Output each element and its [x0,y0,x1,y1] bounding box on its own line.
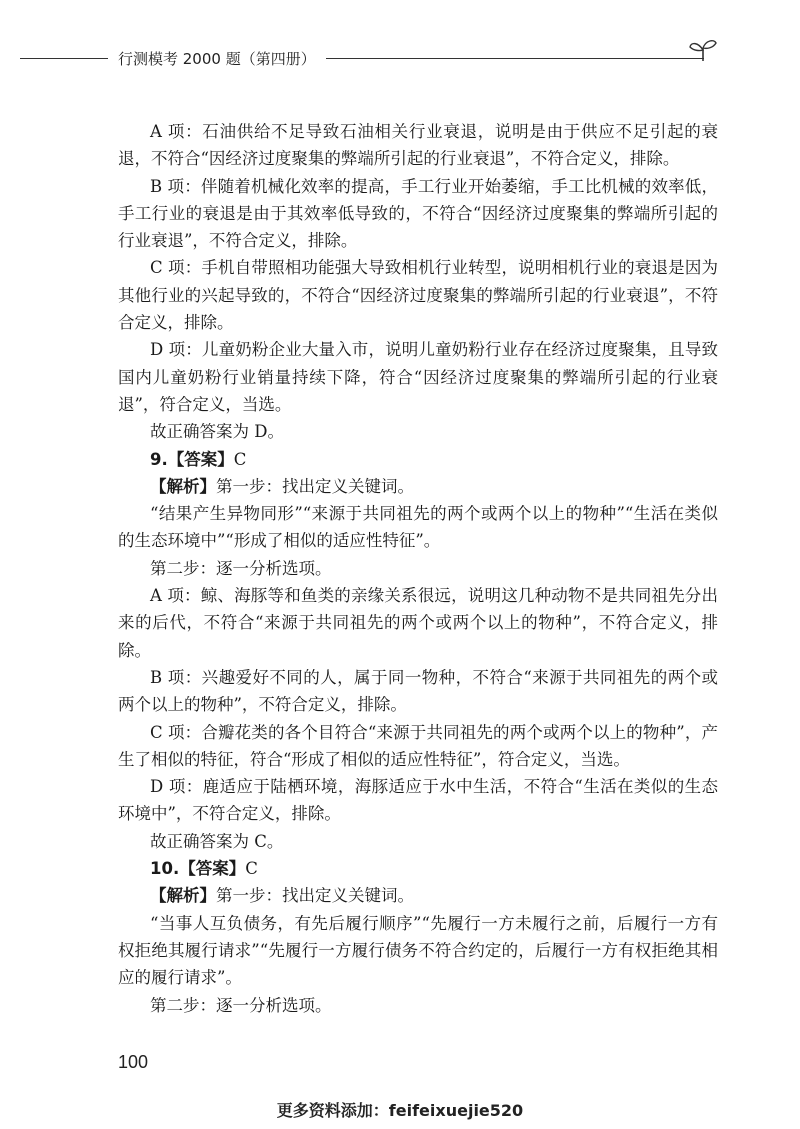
paragraph-text: C 项：合瓣花类的各个目符合“来源于共同祖先的两个或两个以上的物种”，产生了相似的特征，符合“形成了相似的适应性特征”，符合定义，当选。 [118,722,718,769]
paragraph [118,719,718,774]
paragraph-text: A 项：石油供给不足导致石油相关行业衰退，说明是由于供应不足引起的衰退，不符合“因经济过度聚集的弊端所引起的行业衰退”，不符合定义，排除。 [118,122,718,169]
sprout-icon [688,38,718,62]
paragraph-text: D 项：鹿适应于陆栖环境，海豚适应于水中生活，不符合“生活在类似的生态环境中”，不符合定义，排除。 [118,777,718,824]
paragraph-text: 第一步：找出定义关键词。 [216,886,414,906]
answer-value: C [233,449,247,469]
answer-conclusion [118,828,718,855]
answer-value: C [245,859,258,879]
paragraph [118,118,718,173]
paragraph-text: C 项：手机自带照相功能强大导致相机行业转型，说明相机行业的衰退是因为其他行业的兴起导致的，不符合“因经济过度聚集的弊端所引起的行业衰退”，不符合定义，排除。 [118,258,718,333]
paragraph-text: 故正确答案为 D。 [150,422,284,442]
analysis-line [118,882,718,909]
running-title: 行测模考 2000 题（第四册） [118,50,316,68]
analysis-label: 【解析】 [150,476,216,496]
paragraph-text: 故正确答案为 C。 [150,831,284,851]
answer-line-10 [118,855,718,882]
paragraph-text: “结果产生异物同形”“来源于共同祖先的两个或两个以上的物种”“生活在类似的生态环境中”“形成了相似的适应性特征”。 [118,504,718,551]
paragraph-text: 第二步：逐一分析选项。 [150,995,332,1015]
paragraph-text: B 项：兴趣爱好不同的人，属于同一物种，不符合“来源于共同祖先的两个或两个以上的物种”，不符合定义，排除。 [118,667,718,715]
paragraph [118,664,718,719]
paragraph-text: B 项：伴随着机械化效率的提高，手工行业开始萎缩，手工比机械的效率低，手工行业的衰退是由于其效率低导致的，不符合“因经济过度聚集的弊端所引起的行业衰退”，不符合定义，排除。 [118,176,718,251]
paragraph-text: A 项：鲸、海豚等和鱼类的亲缘关系很远，说明这几种动物不是共同祖先分出来的后代，不符合“来源于共同祖先的两个或两个以上的物种”，不符合定义，排除。 [118,586,718,660]
header-rule-right [326,58,704,59]
analysis-label: 【解析】 [150,886,216,906]
answer-label: 10.【答案】 [150,859,246,879]
paragraph-text: 第一步：找出定义关键词。 [216,476,414,496]
paragraph-text: 第二步：逐一分析选项。 [150,558,332,578]
paragraph-text: “当事人互负债务，有先后履行顺序”“先履行一方未履行之前，后履行一方有权拒绝其履行请求”“先履行一方履行债务不符合约定的，后履行一方有权拒绝其相应的履行请求”。 [118,913,718,988]
page-header [20,38,716,72]
paragraph [118,500,718,555]
paragraph [118,254,718,336]
paragraph-text: D 项：儿童奶粉企业大量入市，说明儿童奶粉行业存在经济过度聚集，且导致国内儿童奶粉行业销量持续下降，符合“因经济过度聚集的弊端所引起的行业衰退”，符合定义，当选。 [118,340,718,414]
answer-explanations [118,118,718,1019]
header-rule-left [20,58,108,59]
paragraph [118,910,718,992]
paragraph [118,582,718,664]
answer-label: 9.【答案】 [150,449,234,469]
page-number: 100 [118,1052,149,1072]
answer-line-9 [118,446,718,473]
paragraph [118,555,718,582]
analysis-line [118,473,718,500]
paragraph [118,992,718,1019]
paragraph [118,173,718,255]
paragraph [118,773,718,828]
paragraph [118,336,718,418]
answer-conclusion [118,418,718,445]
footer-note: 更多资料添加：feifeixuejie520 [276,1101,524,1120]
